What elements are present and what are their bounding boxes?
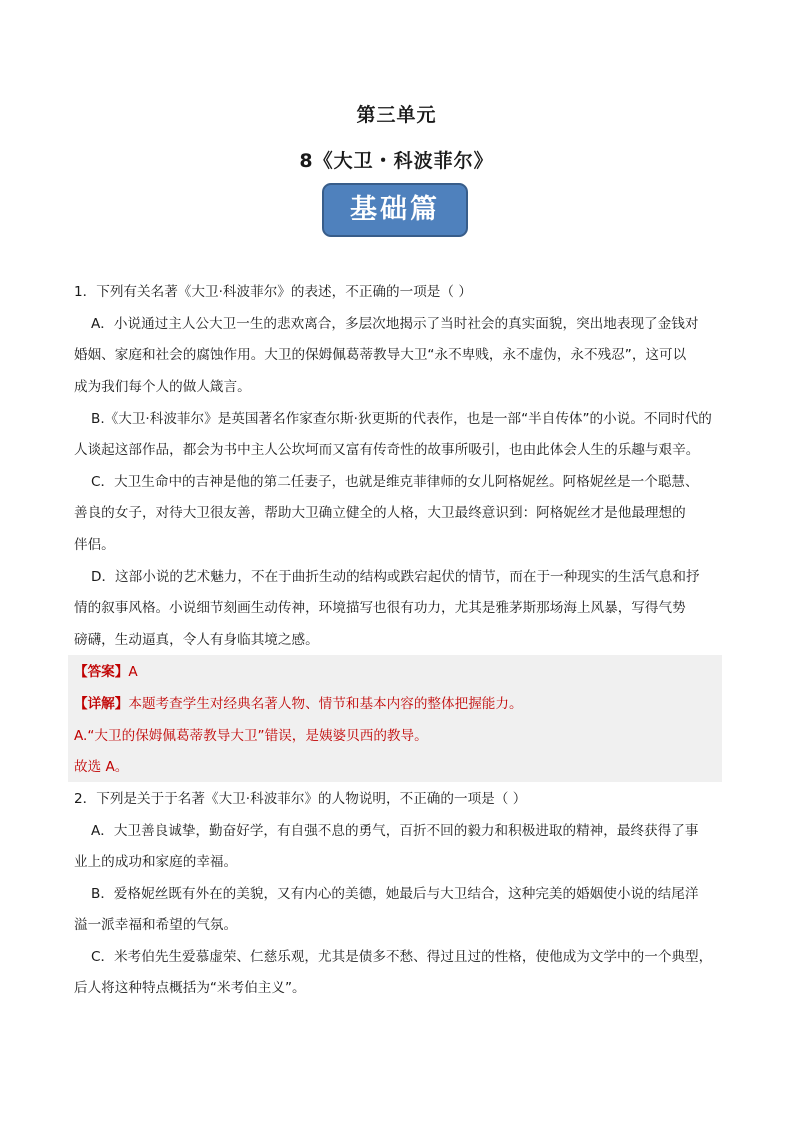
- option-d-line: D．这部小说的艺术魅力，不在于曲折生动的结构或跌宕起伏的情节，而在于一种现实的生活气息和抒: [91, 569, 700, 585]
- option-d-line: 磅礴，生动逼真，令人有身临其境之感。: [74, 632, 319, 648]
- detail-line: [74, 694, 523, 714]
- option-c-line: C．米考伯先生爱慕虚荣、仁慈乐观，尤其是债多不愁、得过且过的性格，使他成为文学中的一个典型，: [91, 949, 713, 965]
- lesson-title: 8《大卫・科波菲尔》: [299, 150, 494, 172]
- option-d-line: 情的叙事风格。小说细节刻画生动传神，环境描写也很有功力，尤其是雅茅斯那场海上风暴，写得气势: [74, 600, 686, 616]
- question-stem: 1．下列有关名著《大卫·科波菲尔》的表述，不正确的一项是（ ）: [74, 284, 472, 300]
- option-a-line: A．小说通过主人公大卫一生的悲欢离合，多层次地揭示了当时社会的真实面貌，突出地表现了金钱对: [91, 316, 699, 332]
- option-b-line: 人谈起这部作品，都会为书中主人公坎坷而又富有传奇性的故事所吸引，也由此体会人生的乐趣与艰辛。: [74, 442, 700, 458]
- option-c-line: 后人将这种特点概括为“米考伯主义”。: [74, 980, 306, 996]
- option-a-line: 成为我们每个人的做人箴言。: [74, 379, 251, 395]
- option-c-line: 伴侣。: [74, 537, 115, 553]
- option-b-line: B．爱格妮丝既有外在的美貌，又有内心的美德，她最后与大卫结合，这种完美的婚姻使小说的结尾洋: [91, 886, 699, 902]
- option-b-line: 溢一派幸福和希望的气氛。: [74, 917, 238, 933]
- option-a-line: 业上的成功和家庭的幸福。: [74, 854, 238, 870]
- answer-tag: 【答案】: [74, 664, 129, 680]
- answer-value: A: [128, 664, 138, 680]
- option-a-line: 婚姻、家庭和社会的腐蚀作用。大卫的保姆佩葛蒂教导大卫“永不卑贱，永不虚伪，永不残忍”，这可以: [74, 347, 687, 363]
- option-b-line: B.《大卫·科波菲尔》是英国著名作家查尔斯·狄更斯的代表作，也是一部“半自传体”的小说。不同时代的: [91, 411, 712, 427]
- option-c-line: 善良的女子，对待大卫很友善，帮助大卫确立健全的人格，大卫最终意识到：阿格妮丝才是他最理想的: [74, 505, 686, 521]
- question-stem: 2．下列是关于于名著《大卫·科波菲尔》的人物说明，不正确的一项是（ ）: [74, 791, 527, 807]
- option-c-line: C．大卫生命中的吉神是他的第二任妻子，也就是维克菲律师的女儿阿格妮丝。阿格妮丝是一个聪慧、: [91, 474, 699, 490]
- basic-section-badge: 基础篇: [322, 183, 468, 237]
- conclusion-line: 故选 A。: [74, 759, 129, 775]
- option-a-line: A．大卫善良诚挚，勤奋好学，有自强不息的勇气，百折不回的毅力和积极进取的精神，最终获得了事: [91, 823, 699, 839]
- unit-title: 第三单元: [356, 104, 437, 126]
- answer-line: [74, 662, 138, 682]
- explanation-line: A.“大卫的保姆佩葛蒂教导大卫”错误，是姨婆贝西的教导。: [74, 728, 428, 744]
- detail-text: 本题考查学生对经典名著人物、情节和基本内容的整体把握能力。: [128, 696, 523, 712]
- detail-tag: 【详解】: [74, 696, 129, 712]
- answer-box: [68, 655, 722, 782]
